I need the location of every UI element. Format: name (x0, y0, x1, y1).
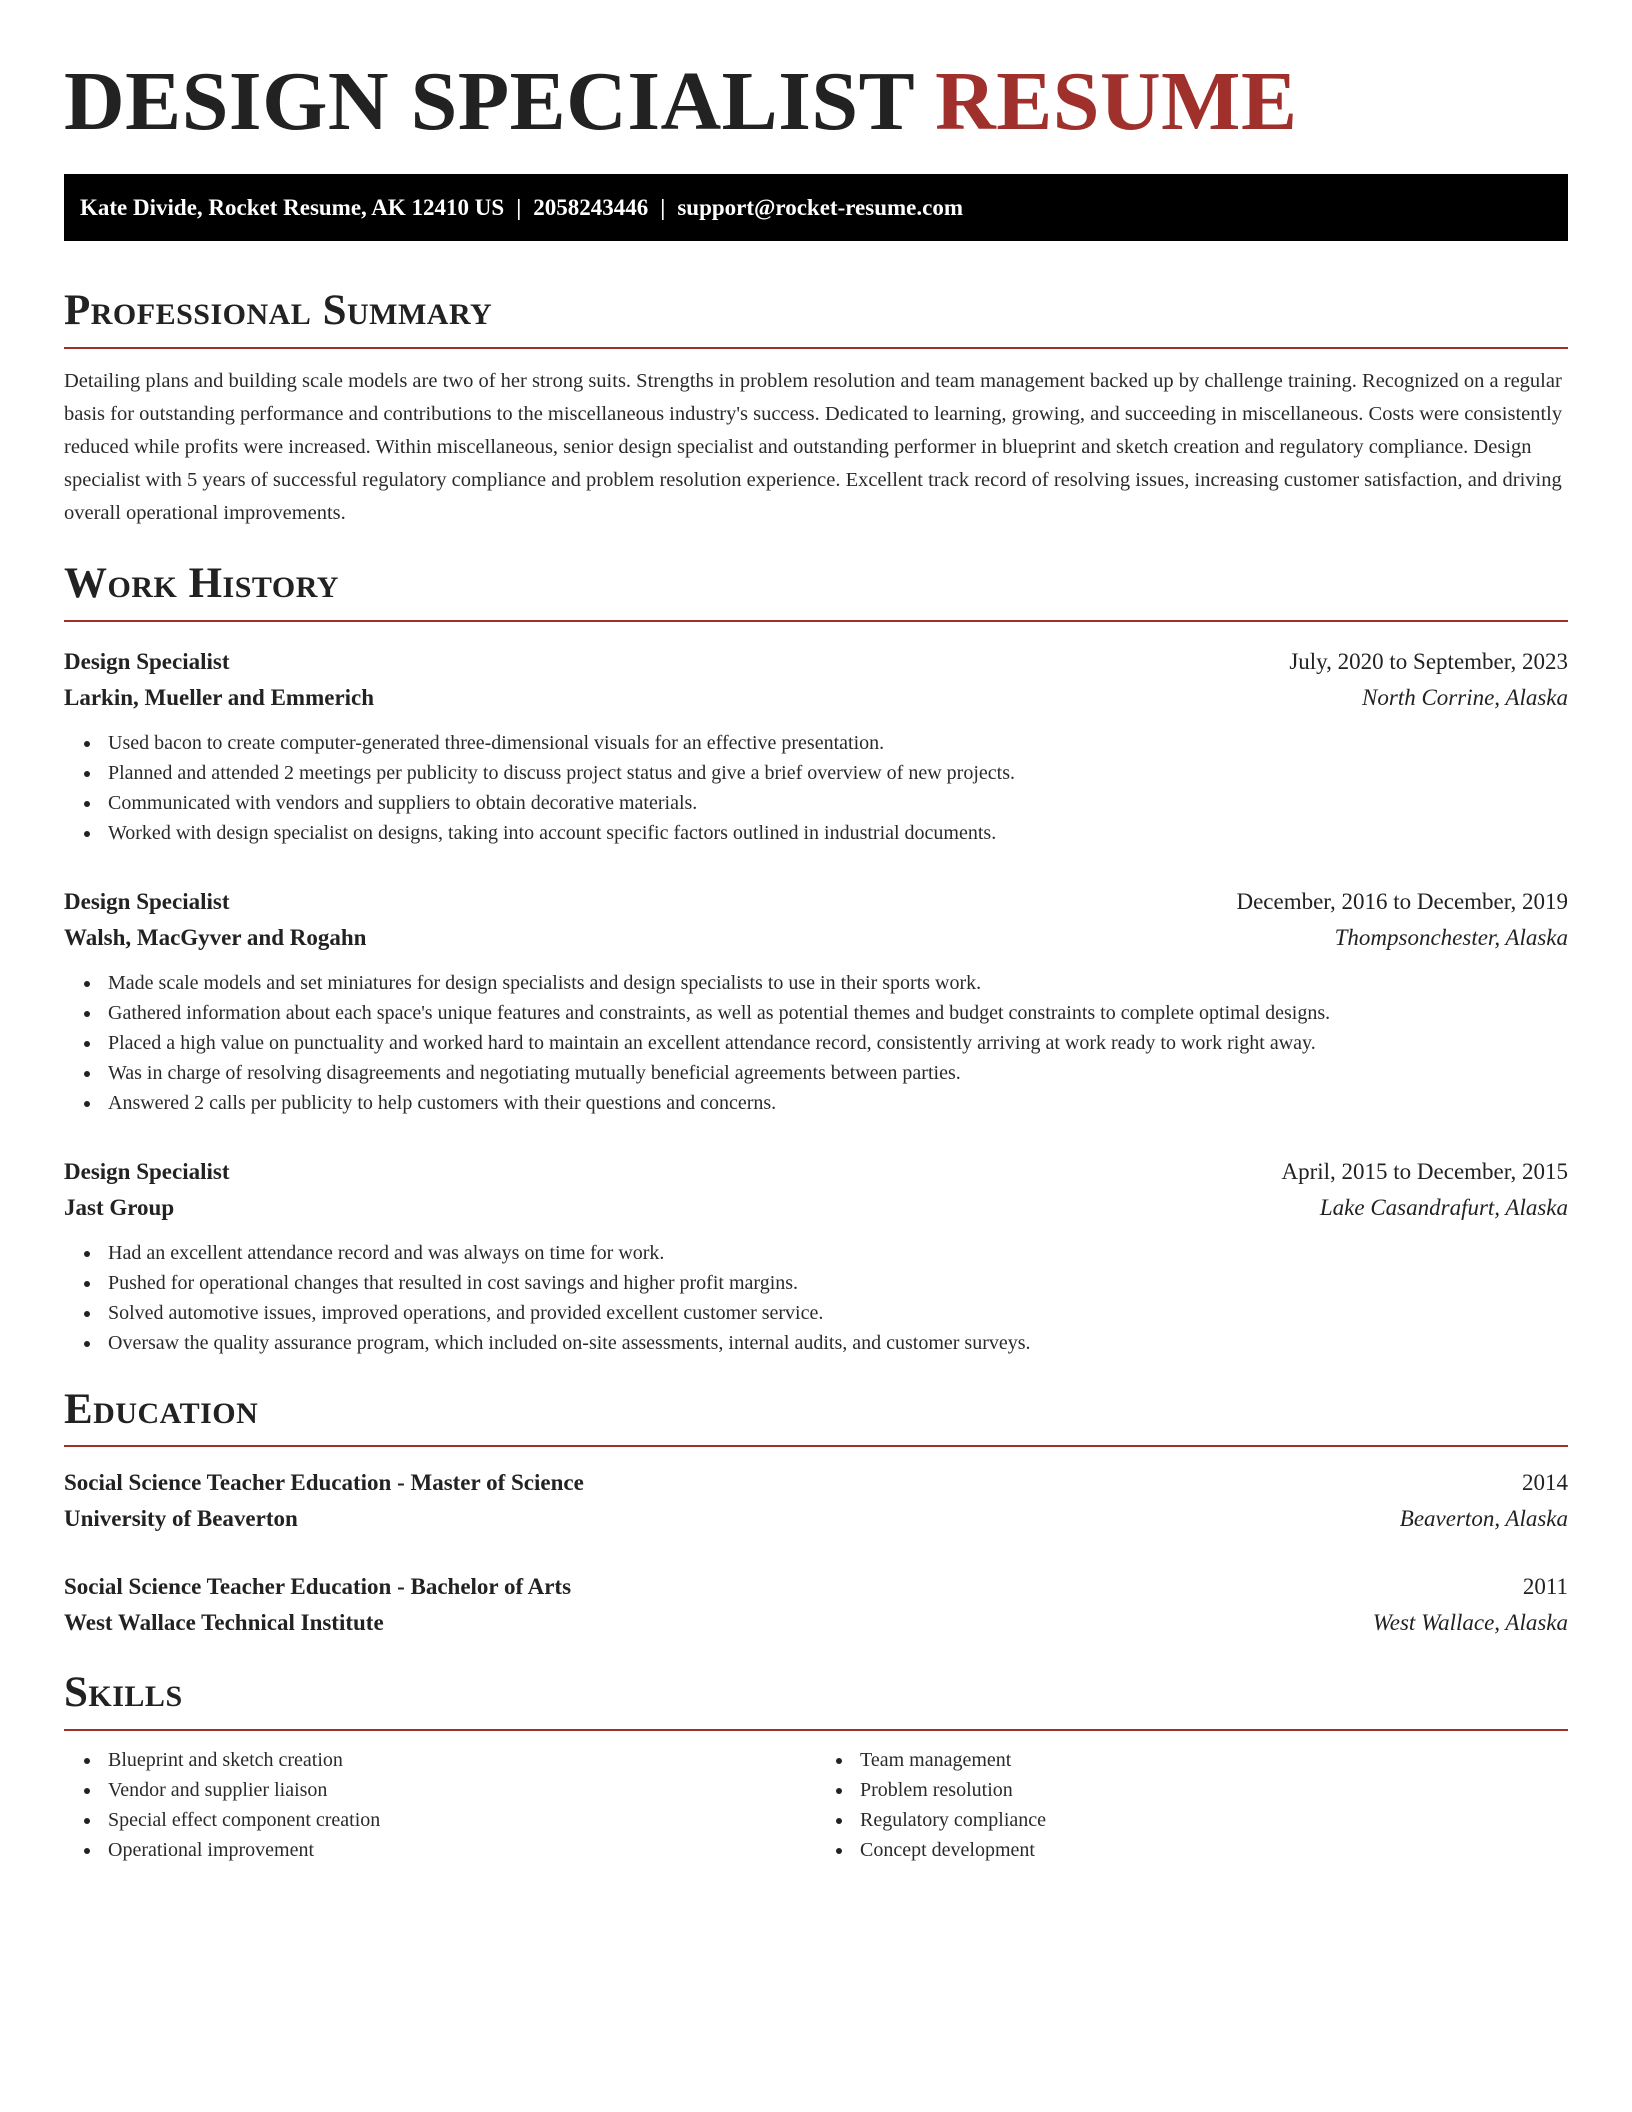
title-main: DESIGN SPECIALIST (64, 55, 936, 148)
list-item: Planned and attended 2 meetings per publicity to discuss project status and give a brief overview of new projects. (108, 758, 1568, 788)
list-item: Was in charge of resolving disagreements and negotiating mutually beneficial agreements between parties. (108, 1058, 1568, 1088)
education-section (64, 1384, 1568, 1642)
skill-item: Special effect component creation (108, 1805, 816, 1835)
education-entry (64, 1569, 1568, 1641)
contact-email[interactable]: support@rocket-resume.com (677, 194, 963, 220)
list-item: Had an excellent attendance record and was always on time for work. (108, 1238, 1568, 1268)
skills-list-right (816, 1745, 1568, 1865)
skill-item: Problem resolution (860, 1775, 1568, 1805)
job-company-row (64, 1190, 1568, 1226)
section-heading-skills: Skills (64, 1669, 183, 1717)
education-location: Beaverton, Alaska (1399, 1506, 1568, 1532)
contact-address: Kate Divide, Rocket Resume, AK 12410 US (80, 194, 505, 220)
section-divider (64, 347, 1568, 349)
job-title: Design Specialist (64, 1158, 230, 1184)
job-company: Jast Group (64, 1194, 175, 1220)
skills-list-left (64, 1745, 816, 1865)
education-degree: Social Science Teacher Education - Master of Science (64, 1470, 584, 1496)
section-divider (64, 1729, 1568, 1731)
education-year: 2014 (1522, 1470, 1568, 1496)
skill-item: Vendor and supplier liaison (108, 1775, 816, 1805)
section-heading-work: Work History (64, 559, 339, 607)
contact-phone[interactable]: 2058243446 (533, 194, 649, 220)
job-entry (64, 1154, 1568, 1358)
job-bullets (64, 728, 1568, 848)
work-history-section (64, 558, 1568, 1358)
job-entry (64, 644, 1568, 848)
skill-item: Operational improvement (108, 1835, 816, 1865)
education-entry (64, 1465, 1568, 1537)
list-item: Gathered information about each space's unique features and constraints, as well as potential themes and budget constraints to complete optimal designs. (108, 998, 1568, 1028)
skill-item: Blueprint and sketch creation (108, 1745, 816, 1775)
job-entry (64, 884, 1568, 1118)
education-school-row (64, 1605, 1568, 1641)
job-bullets (64, 968, 1568, 1118)
education-year: 2011 (1522, 1574, 1568, 1600)
job-title: Design Specialist (64, 888, 230, 914)
section-divider (64, 1445, 1568, 1447)
job-company: Larkin, Mueller and Emmerich (64, 684, 375, 710)
job-location: Lake Casandrafurt, Alaska (1319, 1194, 1568, 1220)
education-school: University of Beaverton (64, 1506, 298, 1532)
section-heading-education: Education (64, 1385, 259, 1433)
list-item: Answered 2 calls per publicity to help customers with their questions and concerns. (108, 1088, 1568, 1118)
page-title (64, 56, 1568, 148)
job-dates: April, 2015 to December, 2015 (1281, 1158, 1568, 1184)
job-company-row (64, 680, 1568, 716)
list-item: Communicated with vendors and suppliers to obtain decorative materials. (108, 788, 1568, 818)
job-location: North Corrine, Alaska (1362, 684, 1568, 710)
job-bullets (64, 1238, 1568, 1358)
summary-text: Detailing plans and building scale models are two of her strong suits. Strengths in problem resolution and team management backed up by challenge training. Recognized on a regular basis for outstanding performance and contributions to the miscellaneous industry's success. Dedicated to learning, growing, and succeeding in miscellaneous. Costs were consistently reduced while profits were increased. Within miscellaneous, senior design specialist and outstanding performer in blueprint and sketch creation and regulatory compliance. Design specialist with 5 years of successful regulatory compliance and problem resolution experience. Excellent track record of resolving issues, increasing customer satisfaction, and driving overall operational improvements. (64, 369, 1563, 524)
list-item: Solved automotive issues, improved operations, and provided excellent customer service. (108, 1298, 1568, 1328)
job-header-row (64, 884, 1568, 920)
list-item: Worked with design specialist on designs, taking into account specific factors outlined in industrial documents. (108, 818, 1568, 848)
skill-item: Team management (860, 1745, 1568, 1775)
contact-separator: | (516, 194, 522, 220)
education-location: West Wallace, Alaska (1372, 1610, 1568, 1636)
education-degree-row (64, 1465, 1568, 1501)
skill-item: Concept development (860, 1835, 1568, 1865)
contact-bar (64, 174, 1568, 241)
list-item: Used bacon to create computer-generated three-dimensional visuals for an effective presentation. (108, 728, 1568, 758)
contact-separator: | (660, 194, 666, 220)
summary-section (64, 285, 1568, 530)
education-school-row (64, 1501, 1568, 1537)
list-item: Pushed for operational changes that resulted in cost savings and higher profit margins. (108, 1268, 1568, 1298)
list-item: Oversaw the quality assurance program, which included on-site assessments, internal audits, and customer surveys. (108, 1328, 1568, 1358)
job-company-row (64, 920, 1568, 956)
job-dates: July, 2020 to September, 2023 (1289, 648, 1568, 674)
title-accent: RESUME (935, 55, 1298, 148)
education-degree-row (64, 1569, 1568, 1605)
skills-grid (64, 1745, 1568, 1865)
job-header-row (64, 1154, 1568, 1190)
list-item: Made scale models and set miniatures for design specialists and design specialists to use in their sports work. (108, 968, 1568, 998)
section-divider (64, 620, 1568, 622)
job-dates: December, 2016 to December, 2019 (1236, 888, 1568, 914)
job-location: Thompsonchester, Alaska (1334, 924, 1568, 950)
skill-item: Regulatory compliance (860, 1805, 1568, 1835)
list-item: Placed a high value on punctuality and worked hard to maintain an excellent attendance record, consistently arriving at work ready to work right away. (108, 1028, 1568, 1058)
education-school: West Wallace Technical Institute (64, 1610, 384, 1636)
job-title: Design Specialist (64, 648, 230, 674)
section-heading-summary: Professional Summary (64, 287, 493, 335)
education-degree: Social Science Teacher Education - Bachelor of Arts (64, 1574, 572, 1600)
job-header-row (64, 644, 1568, 680)
skills-section (64, 1667, 1568, 1865)
job-company: Walsh, MacGyver and Rogahn (64, 924, 367, 950)
